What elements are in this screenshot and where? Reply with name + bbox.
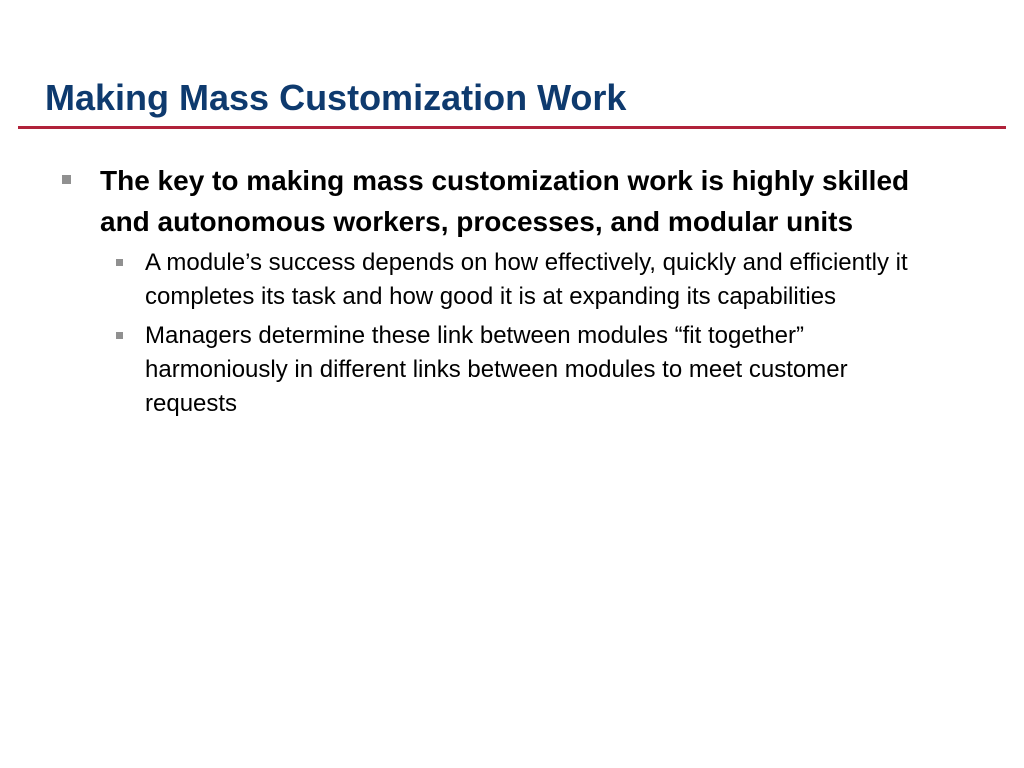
slide-title: Making Mass Customization Work [45,77,627,118]
bullet-text: The key to making mass customization work is highly skilled and autonomous workers, processes, and modular units [100,165,910,237]
sub-bullet-list [100,246,960,421]
square-bullet-icon [116,332,123,339]
sub-bullet-text: A module’s success depends on how effectively, quickly and efficiently it completes its task and how good it is at expanding its capabilities [145,249,908,310]
square-bullet-icon [62,175,71,184]
title-divider [18,126,1006,129]
sub-bullet-item [100,246,935,314]
bullet-item [0,160,960,421]
bullet-list [0,160,1024,426]
square-bullet-icon [116,259,123,266]
sub-bullet-text: Managers determine these link between modules “fit together” harmoniously in different links between modules to meet customer requests [145,322,848,417]
sub-bullet-item [100,319,935,421]
